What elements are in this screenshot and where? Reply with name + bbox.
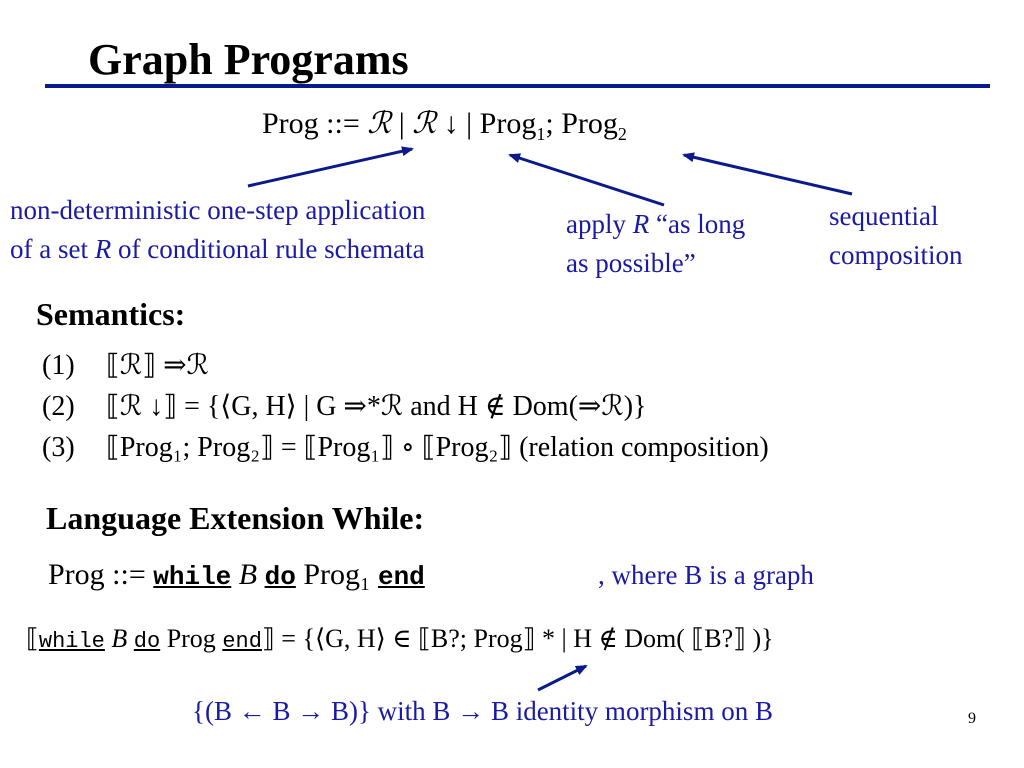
note-nondeterministic (10, 191, 425, 269)
note-seq-line-2: composition (829, 240, 963, 270)
grammar-sub-1: 1 (536, 124, 546, 144)
grammar-rule-set-iter: ℛ ↓ (412, 107, 459, 140)
note-nondet-line-1: non-deterministic one-step application (10, 195, 426, 225)
semantics-heading: Semantics: (36, 296, 186, 332)
arrow-sequential (684, 155, 852, 194)
grammar-sep-1: | (391, 107, 413, 140)
slide-title: Graph Programs (88, 35, 409, 84)
grammar-semicolon: ; (545, 107, 562, 140)
arrow-identity (538, 666, 586, 690)
arrow-apply (510, 155, 664, 205)
note-sequential (829, 197, 963, 275)
keyword-end: end (377, 562, 425, 592)
grammar-seq-a: Prog (479, 107, 537, 140)
keyword-do: do (264, 562, 296, 592)
note-apply (566, 205, 745, 283)
semantics-row-2: (2) ⟦ℛ ↓⟧ = {⟨G, H⟩ | G ⇒*ℛ and H ∉ Dom(⇒ℛ)} (42, 391, 647, 422)
extension-heading: Language Extension While: (46, 500, 425, 536)
grammar-sub-2: 2 (617, 124, 627, 144)
semantics-row-3: (3) ⟦Prog₁; Prog₂⟧ = ⟦Prog₁⟧ ∘ ⟦Prog₂⟧ (relation composition) (42, 432, 769, 463)
keyword-while: while (153, 562, 232, 592)
grammar-production (262, 106, 627, 145)
note-apply-line-1: apply R “as long (566, 209, 746, 239)
page-number: 9 (968, 710, 976, 727)
grammar-lhs: Prog ::= (262, 107, 368, 140)
note-seq-line-1: sequential (829, 201, 939, 231)
grammar-seq-b: Prog (561, 107, 618, 140)
note-where-graph: , where B is a graph (598, 560, 814, 590)
title-underline (45, 84, 990, 88)
grammar-rule-set: ℛ (367, 107, 392, 140)
while-semantics: ⟦while B do Prog end⟧ = {⟨G, H⟩ ∈ ⟦B?; Prog⟧ * | H ∉ Dom( ⟦B?⟧ )} (26, 624, 774, 654)
note-nondet-line-2: of a set R of conditional rule schemata (10, 234, 425, 264)
note-apply-line-2: as possible” (566, 248, 696, 278)
while-production: Prog ::= while B do Prog₁ end (48, 558, 425, 592)
semantics-row-1: (1) ⟦ℛ⟧ ⇒ℛ (42, 350, 209, 381)
arrow-nondet (248, 149, 412, 186)
grammar-sep-2: | (458, 107, 480, 140)
note-identity-morphism: {(B ← B → B)} with B → B identity morphism on B (192, 696, 773, 726)
